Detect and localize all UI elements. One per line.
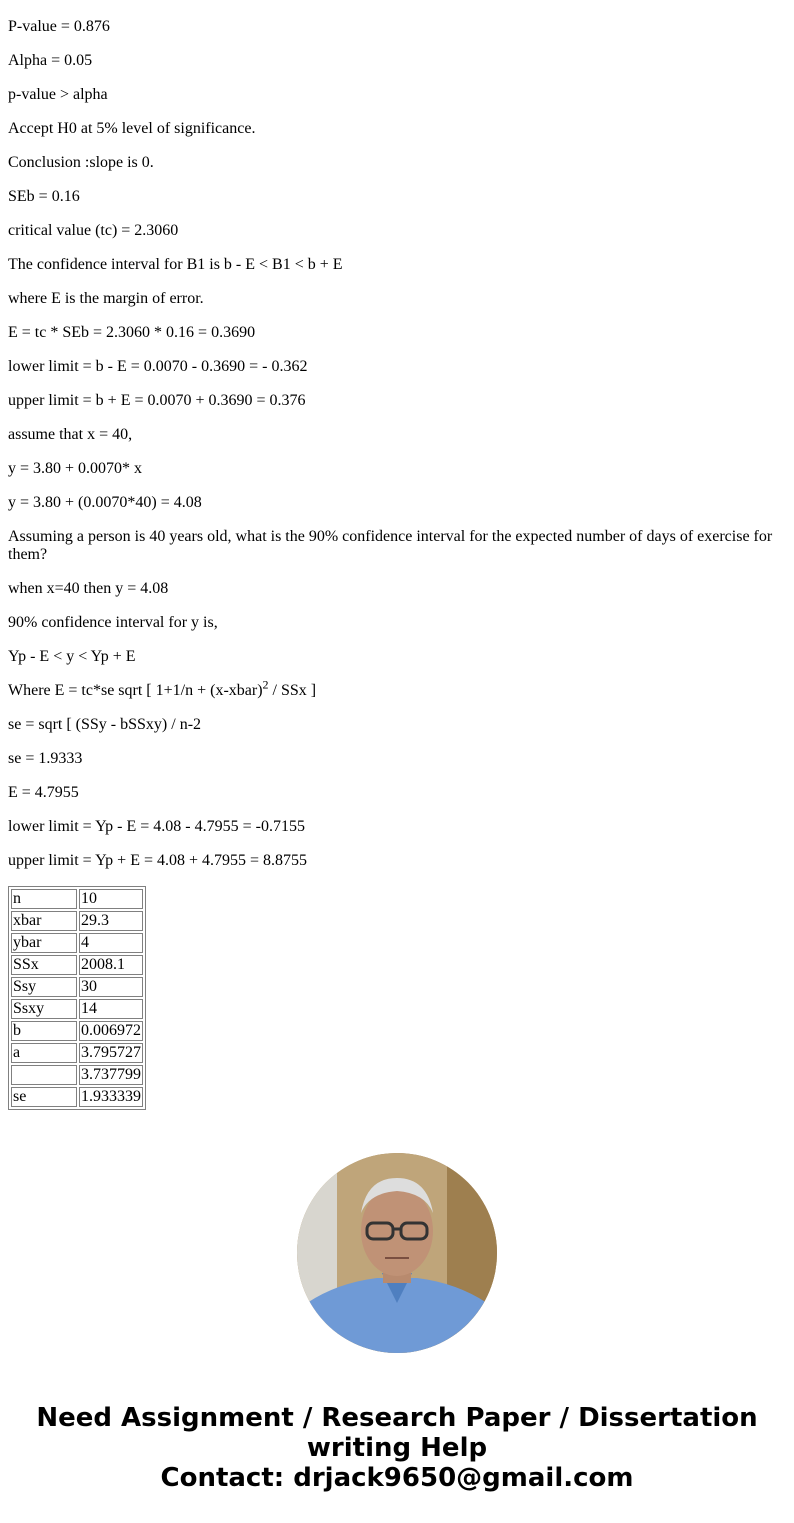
text-line: se = sqrt [ (SSy - bSSxy) / n-2 bbox=[8, 716, 202, 733]
text-line: assume that x = 40, bbox=[8, 426, 133, 443]
table-label: ybar bbox=[11, 933, 77, 953]
text-line: where E is the margin of error. bbox=[8, 290, 204, 307]
text-line: Yp - E < y < Yp + E bbox=[8, 648, 136, 665]
text-line: Conclusion :slope is 0. bbox=[8, 154, 154, 171]
table-value: 4 bbox=[79, 933, 143, 953]
table-row bbox=[11, 955, 143, 975]
table-label: n bbox=[11, 889, 77, 909]
table-row bbox=[11, 933, 143, 953]
text-line: SEb = 0.16 bbox=[8, 188, 80, 205]
table-value: 29.3 bbox=[79, 911, 143, 931]
table-label: xbar bbox=[11, 911, 77, 931]
table-row bbox=[11, 889, 143, 909]
table-row bbox=[11, 1021, 143, 1041]
text-line: E = 4.7955 bbox=[8, 784, 79, 801]
table-row bbox=[11, 999, 143, 1019]
table-row bbox=[11, 1087, 143, 1107]
formula-text-end: / SSx ] bbox=[268, 682, 317, 699]
text-line: when x=40 then y = 4.08 bbox=[8, 580, 169, 597]
table-label: SSx bbox=[11, 955, 77, 975]
text-line: y = 3.80 + 0.0070* x bbox=[8, 460, 143, 477]
table-label bbox=[11, 1065, 77, 1085]
statistics-table bbox=[8, 886, 146, 1110]
text-line: upper limit = Yp + E = 4.08 + 4.7955 = 8.8755 bbox=[8, 852, 308, 869]
footer-contact: Contact: drjack9650@gmail.com bbox=[160, 1463, 634, 1493]
text-line: E = tc * SEb = 2.3060 * 0.16 = 0.3690 bbox=[8, 324, 256, 341]
footer-line-1: Need Assignment / Research Paper / Dissertation bbox=[36, 1403, 758, 1433]
text-line: lower limit = Yp - E = 4.08 - 4.7955 = -0.7155 bbox=[8, 818, 305, 835]
footer-banner bbox=[0, 1403, 794, 1493]
text-line: Assuming a person is 40 years old, what is the 90% confidence interval for the expected number of days of exercise for them? bbox=[8, 528, 773, 563]
author-photo bbox=[297, 1153, 497, 1353]
table-row bbox=[11, 1043, 143, 1063]
formula-line bbox=[8, 677, 786, 700]
table-row bbox=[11, 1065, 143, 1085]
text-line: Alpha = 0.05 bbox=[8, 52, 93, 69]
text-line: y = 3.80 + (0.0070*40) = 4.08 bbox=[8, 494, 202, 511]
table-label: b bbox=[11, 1021, 77, 1041]
text-line: P-value = 0.876 bbox=[8, 18, 110, 35]
table-value: 3.795727 bbox=[81, 1044, 141, 1061]
table-row bbox=[11, 911, 143, 931]
table-value: 30 bbox=[79, 977, 143, 997]
text-line: lower limit = b - E = 0.0070 - 0.3690 = - 0.362 bbox=[8, 358, 308, 375]
table-label: se bbox=[11, 1087, 77, 1107]
table-value: 1.933339 bbox=[81, 1088, 141, 1105]
footer-line-2: writing Help bbox=[306, 1433, 488, 1463]
table-row bbox=[11, 977, 143, 997]
text-line: The confidence interval for B1 is b - E < B1 < b + E bbox=[8, 256, 343, 273]
table-label: Ssxy bbox=[11, 999, 77, 1019]
text-line: critical value (tc) = 2.3060 bbox=[8, 222, 179, 239]
text-line: p-value > alpha bbox=[8, 86, 108, 103]
formula-exponent: 2 bbox=[262, 677, 269, 692]
table-label: a bbox=[11, 1043, 77, 1063]
text-line: se = 1.9333 bbox=[8, 750, 83, 767]
text-line: Accept H0 at 5% level of significance. bbox=[8, 120, 256, 137]
table-value: 3.737799 bbox=[81, 1066, 141, 1083]
table-value: 14 bbox=[79, 999, 143, 1019]
table-value: 0.006972 bbox=[81, 1022, 141, 1039]
text-line: upper limit = b + E = 0.0070 + 0.3690 = 0.376 bbox=[8, 392, 306, 409]
document-body bbox=[8, 18, 786, 1110]
text-line: 90% confidence interval for y is, bbox=[8, 614, 218, 631]
table-label: Ssy bbox=[11, 977, 77, 997]
table-value: 10 bbox=[79, 889, 143, 909]
table-value: 2008.1 bbox=[79, 955, 143, 975]
formula-text: Where E = tc*se sqrt [ 1+1/n + (x-xbar) bbox=[8, 682, 263, 699]
